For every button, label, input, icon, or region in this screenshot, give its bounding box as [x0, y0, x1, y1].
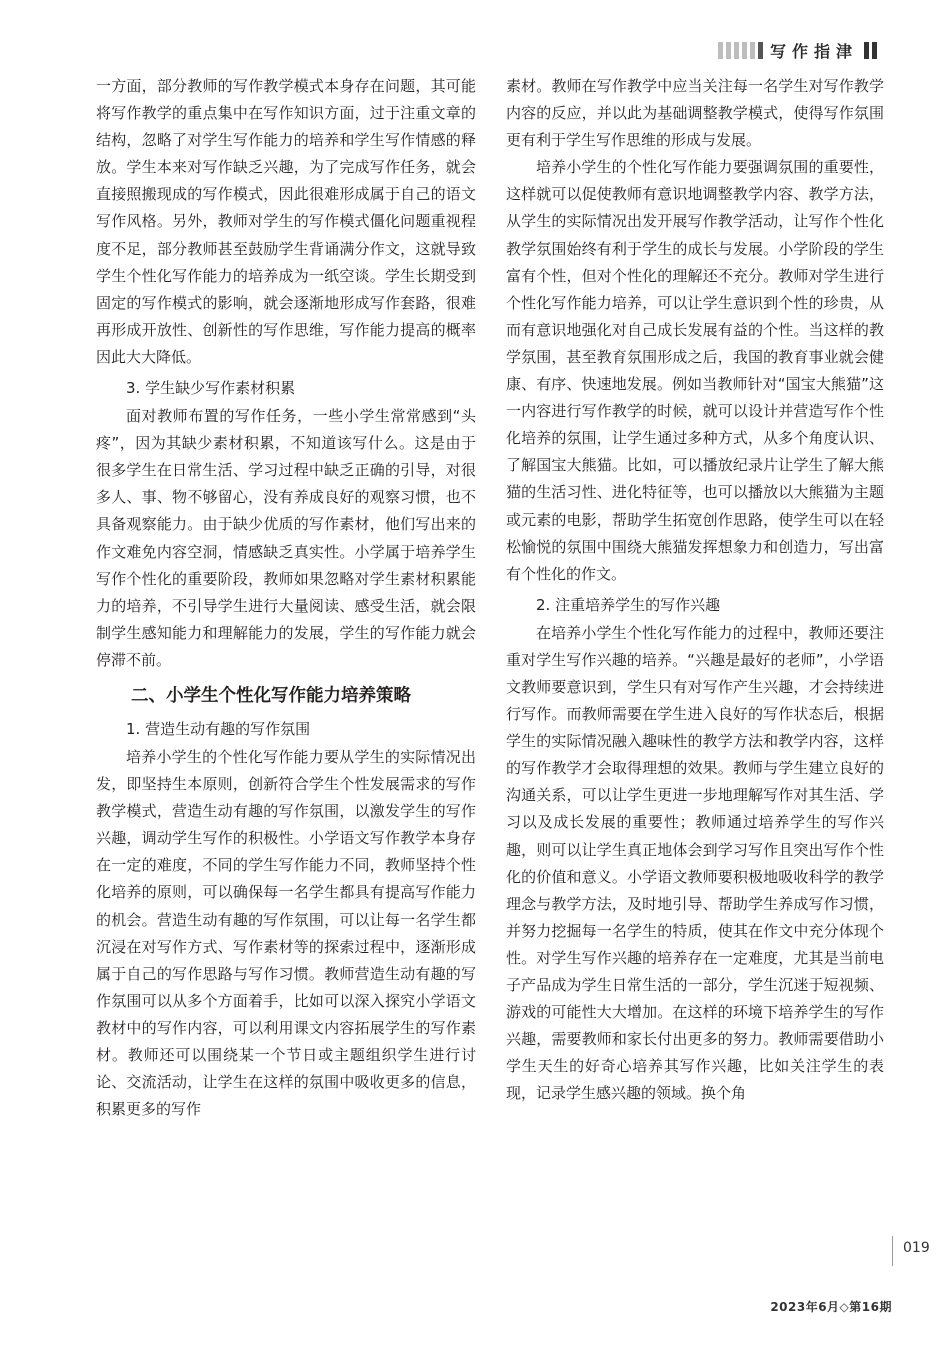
issue-info: 2023年6月◇第16期	[770, 1300, 892, 1314]
paragraph: 一方面，部分教师的写作教学模式本身存在问题，其可能将写作教学的重点集中在写作知识方面，过于注重文章的结构，忽略了对学生写作能力的培养和学生写作情感的释放。学生本来对写作缺乏兴趣，为了完成写作任务，就会直接照搬现成的写作模式，因此很难形成属于自己的语文写作风格。另外，教师对学生的写作模式僵化问题重视程度不足，部分教师甚至鼓励学生背诵满分作文，这就导致学生个性化写作能力的培养成为一纸空谈。学生长期受到固定的写作模式的影响，就会逐渐地形成写作套路，很难再形成开放性、创新性的写作思维，写作能力提高的概率因此大大降低。	[96, 77, 476, 366]
right-column	[506, 73, 884, 1107]
subheading: 1. 营造生动有趣的写作氛围	[126, 719, 311, 738]
column-title: 写作指津	[769, 41, 858, 61]
page-number: 019	[903, 1240, 930, 1256]
section-heading: 二、小学生个性化写作能力培养策略	[131, 685, 411, 706]
paragraph: 在培养小学生个性化写作能力的过程中，教师还要注重对学生写作兴趣的培养。“兴趣是最好的老师”，小学语文教师要意识到，学生只有对写作产生兴趣，才会持续进行写作。而教师需要在学生进入良好的写作状态后，根据学生的实际情况融入趣味性的教学方法和教学内容，这样的写作教学才会取得理想的效果。教师与学生建立良好的沟通关系，可以让学生更进一步地理解写作对其生活、学习以及成长发展的重要性；教师通过培养学生的写作兴趣，则可以让学生真正地体会到学习写作且突出写作个性化的价值和意义。小学语文教师要积极地吸收科学的教学理念与教学方法，及时地引导、帮助学生养成写作习惯，并努力挖掘每一名学生的特质，使其在作文中充分体现个性。对学生写作兴趣的培养存在一定难度，尤其是当前电子产品成为学生日常生活的一部分，学生沉迷于短视频、游戏的可能性大大增加。在这样的环境下培养学生的写作兴趣，需要教师和家长付出更多的努力。教师需要借助小学生天生的好奇心培养其写作兴趣，比如关注学生的表现，记录学生感兴趣的领域。换个角	[506, 623, 884, 1103]
header-bars-left	[718, 42, 766, 59]
subheading: 3. 学生缺少写作素材积累	[126, 379, 296, 398]
paragraph: 培养小学生的个性化写作能力要从学生的实际情况出发，即坚持生本原则，创新符合学生个性发展需求的写作教学模式，营造生动有趣的写作氛围，以激发学生的写作兴趣，调动学生写作的积极性。小学语文写作教学本身存在一定的难度，不同的学生写作能力不同，教师坚持个性化培养的原则，可以确保每一名学生都具有提高写作能力的机会。营造生动有趣的写作氛围，可以让每一名学生都沉浸在对写作方式、写作素材等的探索过程中，逐渐形成属于自己的写作思路与写作习惯。教师营造生动有趣的写作氛围可以从多个方面着手，比如可以深入探究小学语文教材中的写作内容，可以利用课文内容拓展学生的写作素材。教师还可以围绕某一个节日或主题组织学生进行讨论、交流活动，让学生在这样的氛围中吸收更多的信息，积累更多的写作	[96, 747, 476, 1119]
paragraph: 培养小学生的个性化写作能力要强调氛围的重要性，这样就可以促使教师有意识地调整教学内容、教学方法，从学生的实际情况出发开展写作教学活动，让写作个性化教学氛围始终有利于学生的成长与发展。小学阶段的学生富有个性，但对个性化的理解还不充分。教师对学生进行个性化写作能力培养，可以让学生意识到个性的珍贵，从而有意识地强化对自己成长发展有益的个性。当这样的教学氛围，甚至教育氛围形成之后，我国的教育事业就会健康、有序、快速地发展。例如当教师针对“国宝大熊猫”这一内容进行写作教学的时候，就可以设计并营造写作个性化培养的氛围，让学生通过多种方式，从多个角度认识、了解国宝大熊猫。比如，可以播放纪录片让学生了解大熊猫的生活习性、进化特征等，也可以播放以大熊猫为主题或元素的电影，帮助学生拓宽创作思路，使学生可以在轻松愉悦的氛围中围绕大熊猫发挥想象力和创造力，写出富有个性化的作文。	[506, 158, 884, 583]
header-bars-right	[864, 42, 880, 59]
left-column	[96, 73, 476, 1123]
running-header	[718, 38, 880, 62]
paragraph: 素材。教师在写作教学中应当关注每一名学生对写作教学内容的反应，并以此为基础调整教学模式，使得写作氛围更有利于学生写作思维的形成与发展。	[506, 77, 884, 150]
subheading: 2. 注重培养学生的写作兴趣	[536, 595, 721, 614]
paragraph: 面对教师布置的写作任务，一些小学生常常感到“头疼”，因为其缺少素材积累，不知道该写什么。这是由于很多学生在日常生活、学习过程中缺乏正确的引导，对很多人、事、物不够留心，没有养成良好的观察习惯，也不具备观察能力。由于缺少优质的写作素材，他们写出来的作文难免内容空洞，情感缺乏真实性。小学属于培养学生写作个性化的重要阶段，教师如果忽略对学生素材积累能力的培养，不引导学生进行大量阅读、感受生活，就会限制学生感知能力和理解能力的发展，学生的写作能力就会停滞不前。	[96, 407, 476, 669]
